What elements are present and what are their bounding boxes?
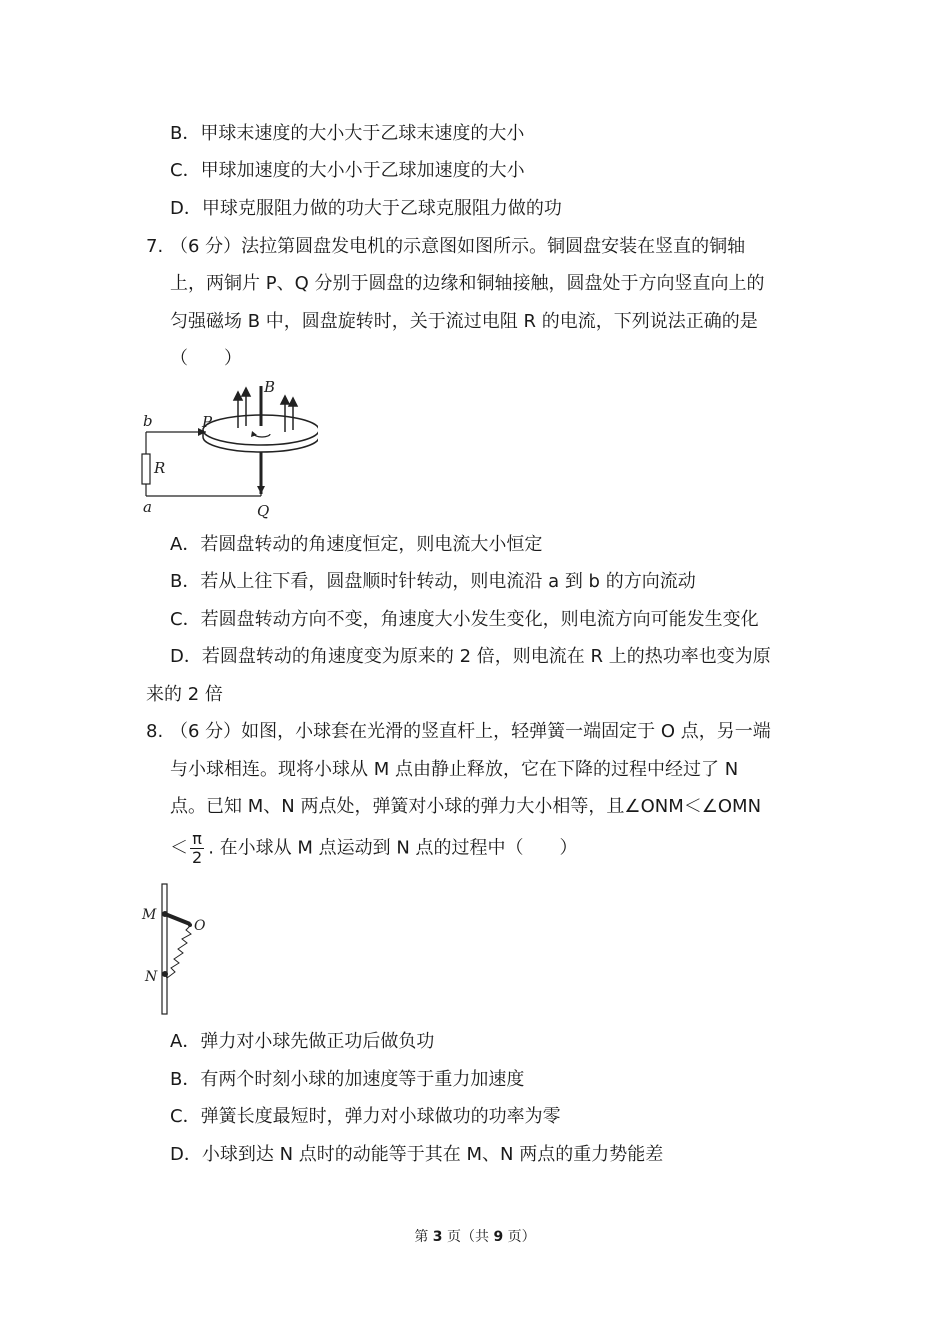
q7-option-a: A．若圆盘转动的角速度恒定，则电流大小恒定 [170,534,543,555]
q7-option-b: B．若从上往下看，圆盘顺时针转动，则电流沿 a 到 b 的方向流动 [170,571,696,592]
label-Q: Q [257,502,270,520]
q7-stem-line: （6 分）法拉第圆盘发电机的示意图如图所示。铜圆盘安装在竖直的铜轴 [170,236,746,257]
q6-option-d: D．甲球克服阻力做的功大于乙球克服阻力做的功 [170,198,562,219]
q7-number: 7. [146,236,164,257]
label-B: B [264,380,276,396]
q8-stem-line: 与小球相连。现将小球从 M 点由静止释放，它在下降的过程中经过了 N [170,759,739,780]
q8-stem-line: 点。已知 M、N 两点处，弹簧对小球的弹力大小相等，且∠ONM＜∠OMN [170,796,762,817]
q6-option-c: C．甲球加速度的大小小于乙球加速度的大小 [170,160,525,181]
q7-option-c: C．若圆盘转动方向不变，角速度大小发生变化，则电流方向可能发生变化 [170,609,759,630]
q6-option-b: B．甲球末速度的大小大于乙球末速度的大小 [170,123,525,144]
q8-stem-line: （6 分）如图，小球套在光滑的竖直杆上，轻弹簧一端固定于 O 点，另一端 [170,721,771,742]
q8-option-b: B．有两个时刻小球的加速度等于重力加速度 [170,1069,525,1090]
label-b: b [143,412,153,430]
q8-number: 8. [146,721,164,742]
q7-stem-line: （ ） [170,348,242,369]
spring-rod-figure [140,882,215,1017]
q7-option-d: D．若圆盘转动的角速度变为原来的 2 倍，则电流在 R 上的热功率也变为原 [170,646,771,667]
label-M: M [142,907,157,923]
q7-stem-line: 上，两铜片 P、Q 分别于圆盘的边缘和铜轴接触，圆盘处于方向竖直向上的 [170,273,765,294]
q8-option-c: C．弹簧长度最短时，弹力对小球做功的功率为零 [170,1106,561,1127]
label-O: O [194,918,206,934]
q7-option-d-continuation: 来的 2 倍 [146,684,223,705]
faraday-disk-figure [138,380,318,525]
q8-option-a: A．弹力对小球先做正功后做负功 [170,1031,435,1052]
label-P: P [202,413,213,431]
pi-over-2-fraction: $\frac{\pi}{2}$ [192,829,203,867]
label-a: a [143,498,152,516]
page-footer: 第 3 页（共 9 页） [414,1229,536,1245]
label-N: N [145,969,158,985]
q7-stem-line: 匀强磁场 B 中，圆盘旋转时，关于流过电阻 R 的电流，下列说法正确的是 [170,311,758,332]
label-R: R [154,459,166,477]
q8-stem-line: ＜ $\frac{\pi}{2}$ . 在小球从 M 点运动到 N 点的过程中（ ） [170,829,578,867]
q8-option-d: D．小球到达 N 点时的动能等于其在 M、N 两点的重力势能差 [170,1144,664,1165]
